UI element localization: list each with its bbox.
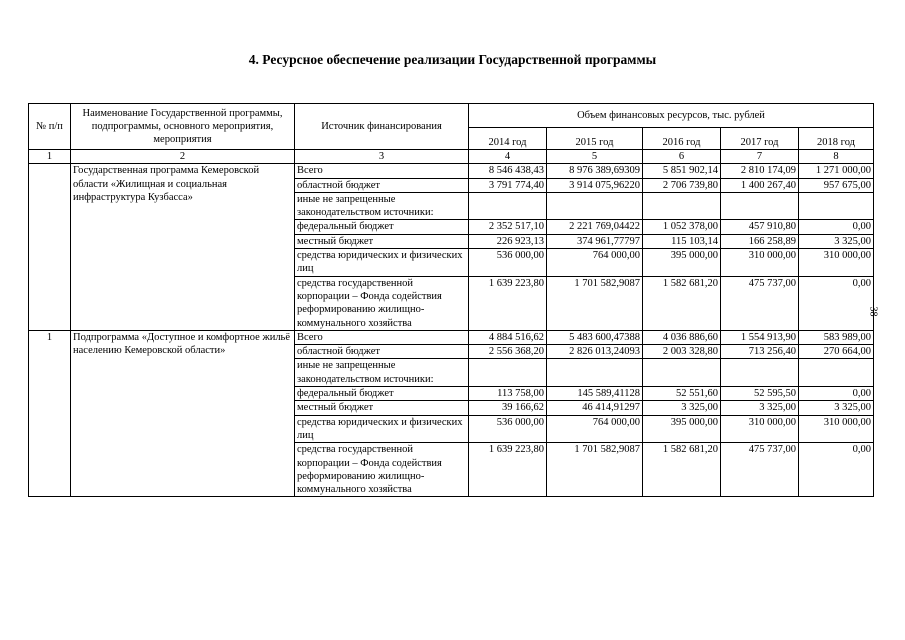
amount-cell (799, 192, 874, 220)
amount-cell: 1 582 681,20 (643, 443, 721, 497)
amount-cell: 1 701 582,9087 (547, 443, 643, 497)
amount-cell: 8 976 389,69309 (547, 164, 643, 178)
column-number: 8 (799, 150, 874, 164)
amount-cell: 475 737,00 (721, 443, 799, 497)
amount-cell (547, 359, 643, 387)
amount-cell (721, 359, 799, 387)
amount-cell: 1 052 378,00 (643, 220, 721, 234)
table-row (29, 330, 874, 344)
amount-cell (469, 192, 547, 220)
funding-source: областной бюджет (295, 345, 469, 359)
funding-source: средства государственной корпорации – Фонда содействия реформированию жилищно-коммунального хозяйства (295, 443, 469, 497)
amount-cell: 310 000,00 (799, 249, 874, 277)
funding-source: областной бюджет (295, 178, 469, 192)
amount-cell: 3 914 075,96220 (547, 178, 643, 192)
amount-cell: 374 961,77797 (547, 234, 643, 248)
amount-cell: 115 103,14 (643, 234, 721, 248)
column-number: 5 (547, 150, 643, 164)
funding-source: средства юридических и физических лиц (295, 415, 469, 443)
amount-cell (799, 359, 874, 387)
table-row (29, 164, 874, 178)
amount-cell: 1 639 223,80 (469, 443, 547, 497)
amount-cell: 8 546 438,43 (469, 164, 547, 178)
row-number (29, 164, 71, 331)
amount-cell: 536 000,00 (469, 415, 547, 443)
amount-cell: 764 000,00 (547, 415, 643, 443)
amount-cell: 2 826 013,24093 (547, 345, 643, 359)
funding-source: местный бюджет (295, 234, 469, 248)
amount-cell: 2 556 368,20 (469, 345, 547, 359)
amount-cell: 166 258,89 (721, 234, 799, 248)
amount-cell: 310 000,00 (799, 415, 874, 443)
header-name: Наименование Государственной программы, подпрограммы, основного мероприятия, мероприятия (71, 104, 295, 150)
funding-source: Всего (295, 330, 469, 344)
amount-cell: 0,00 (799, 387, 874, 401)
funding-source: средства государственной корпорации – Фонда содействия реформированию жилищно-коммунального хозяйства (295, 276, 469, 330)
amount-cell: 113 758,00 (469, 387, 547, 401)
funding-source: средства юридических и физических лиц (295, 249, 469, 277)
amount-cell: 3 325,00 (721, 401, 799, 415)
amount-cell (469, 359, 547, 387)
page-number: 38 (867, 306, 879, 317)
amount-cell: 0,00 (799, 220, 874, 234)
amount-cell: 2 003 328,80 (643, 345, 721, 359)
amount-cell (547, 192, 643, 220)
amount-cell: 2 706 739,80 (643, 178, 721, 192)
amount-cell: 0,00 (799, 276, 874, 330)
amount-cell: 3 791 774,40 (469, 178, 547, 192)
amount-cell: 52 595,50 (721, 387, 799, 401)
funding-source: Всего (295, 164, 469, 178)
amount-cell: 0,00 (799, 443, 874, 497)
amount-cell: 475 737,00 (721, 276, 799, 330)
amount-cell: 957 675,00 (799, 178, 874, 192)
amount-cell: 52 551,60 (643, 387, 721, 401)
amount-cell: 1 271 000,00 (799, 164, 874, 178)
amount-cell: 5 483 600,47388 (547, 330, 643, 344)
amount-cell: 395 000,00 (643, 415, 721, 443)
amount-cell: 3 325,00 (799, 234, 874, 248)
table-header (29, 104, 874, 150)
amount-cell: 1 554 913,90 (721, 330, 799, 344)
header-year-2016: 2016 год (643, 128, 721, 150)
amount-cell: 310 000,00 (721, 415, 799, 443)
amount-cell: 536 000,00 (469, 249, 547, 277)
amount-cell: 583 989,00 (799, 330, 874, 344)
funding-source: иные не запрещенные законодательством источники: (295, 192, 469, 220)
column-number: 6 (643, 150, 721, 164)
page-title: 4. Ресурсное обеспечение реализации Государственной программы (248, 52, 657, 67)
amount-cell: 713 256,40 (721, 345, 799, 359)
funding-source: федеральный бюджет (295, 220, 469, 234)
amount-cell: 4 036 886,60 (643, 330, 721, 344)
header-source: Источник финансирования (295, 104, 469, 150)
amount-cell: 2 810 174,09 (721, 164, 799, 178)
amount-cell (643, 192, 721, 220)
funding-source: иные не запрещенные законодательством источники: (295, 359, 469, 387)
funding-source: местный бюджет (295, 401, 469, 415)
amount-cell: 4 884 516,62 (469, 330, 547, 344)
header-year-2015: 2015 год (547, 128, 643, 150)
financing-table (28, 103, 874, 497)
amount-cell: 145 589,41128 (547, 387, 643, 401)
row-number: 1 (29, 330, 71, 497)
amount-cell: 764 000,00 (547, 249, 643, 277)
amount-cell (643, 359, 721, 387)
amount-cell: 1 400 267,40 (721, 178, 799, 192)
amount-cell: 1 639 223,80 (469, 276, 547, 330)
column-number: 3 (295, 150, 469, 164)
funding-source: федеральный бюджет (295, 387, 469, 401)
header-year-2018: 2018 год (799, 128, 874, 150)
amount-cell: 457 910,80 (721, 220, 799, 234)
amount-cell: 1 701 582,9087 (547, 276, 643, 330)
column-number: 4 (469, 150, 547, 164)
header-year-2017: 2017 год (721, 128, 799, 150)
program-name: Государственная программа Кемеровской области «Жилищная и социальная инфраструктура Кузбасса» (71, 164, 295, 331)
column-number: 7 (721, 150, 799, 164)
amount-cell: 310 000,00 (721, 249, 799, 277)
table-body (29, 150, 874, 497)
amount-cell: 2 221 769,04422 (547, 220, 643, 234)
column-number: 2 (71, 150, 295, 164)
amount-cell (721, 192, 799, 220)
amount-cell: 3 325,00 (799, 401, 874, 415)
amount-cell: 1 582 681,20 (643, 276, 721, 330)
header-volume: Объем финансовых ресурсов, тыс. рублей (469, 104, 874, 128)
amount-cell: 46 414,91297 (547, 401, 643, 415)
amount-cell: 226 923,13 (469, 234, 547, 248)
amount-cell: 395 000,00 (643, 249, 721, 277)
amount-cell: 270 664,00 (799, 345, 874, 359)
amount-cell: 3 325,00 (643, 401, 721, 415)
amount-cell: 2 352 517,10 (469, 220, 547, 234)
column-number: 1 (29, 150, 71, 164)
program-name: Подпрограмма «Доступное и комфортное жильё населению Кемеровской области» (71, 330, 295, 497)
column-numbers-row (29, 150, 874, 164)
amount-cell: 39 166,62 (469, 401, 547, 415)
amount-cell: 5 851 902,14 (643, 164, 721, 178)
header-year-2014: 2014 год (469, 128, 547, 150)
header-num: № п/п (29, 104, 71, 150)
